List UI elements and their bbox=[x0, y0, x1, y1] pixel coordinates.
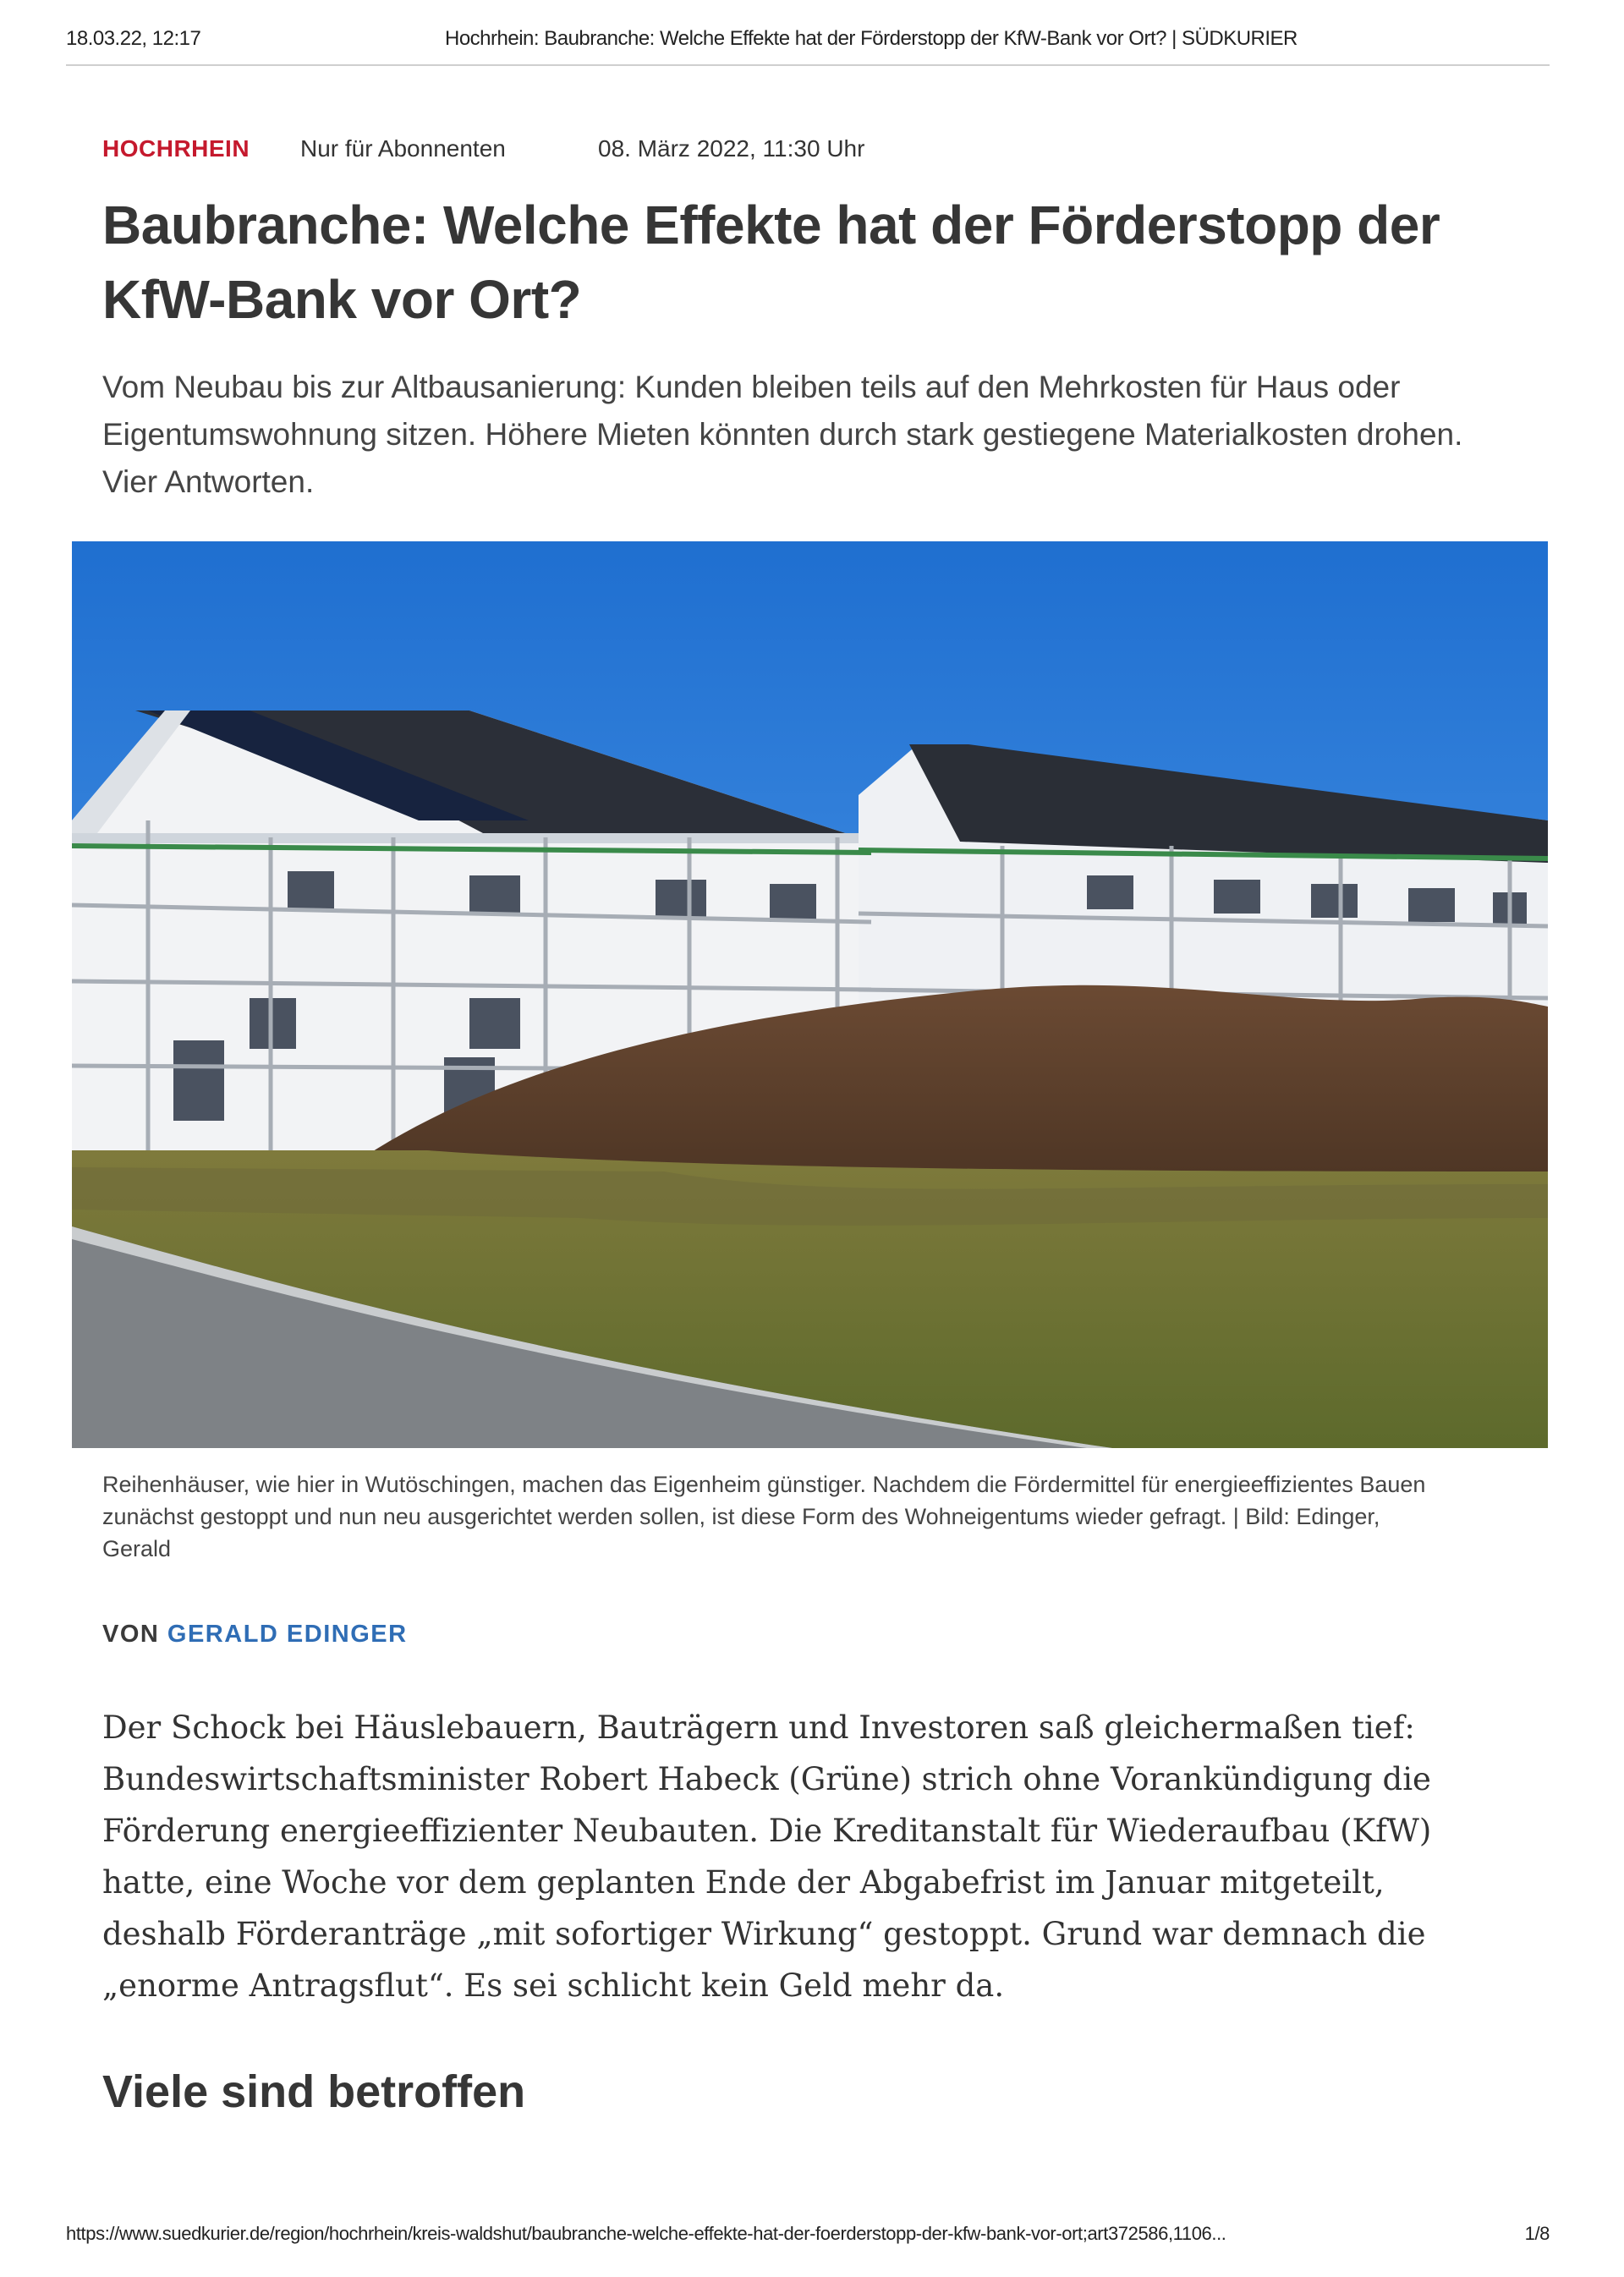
print-footer bbox=[66, 2223, 1550, 2253]
byline bbox=[102, 1621, 408, 1649]
print-page-title: Hochrhein: Baubranche: Welche Effekte hat der Förderstopp der KfW-Bank vor Ort? | SÜDKURIER bbox=[445, 27, 1298, 50]
header-divider bbox=[66, 64, 1550, 66]
author-link[interactable]: GERALD EDINGER bbox=[167, 1621, 408, 1648]
article-body: Der Schock bei Häuslebauern, Bauträgern und Investoren saß gleichermaßen tief: Bundeswirtschaftsminister Robert Habeck (Grüne) strich ohne Vorankündigung die Förderung energieeffizienter Neubauten. Die Kreditanstalt für Wiederaufbau (KfW) hatte, eine Woche vor dem geplanten Ende der Abgabefrist im Januar mitgeteilt, deshalb Förderanträge „mit sofortiger Wirkung“ gestoppt. Grund war demnach die „enorme Antragsflut“. Es sei schlicht kein Geld mehr da. bbox=[102, 1709, 1432, 2004]
print-datetime: 18.03.22, 12:17 bbox=[66, 27, 201, 50]
page-indicator: 1/8 bbox=[1524, 2223, 1550, 2244]
image-caption: Reihenhäuser, wie hier in Wutöschingen, machen das Eigenheim günstiger. Nachdem die Fördermittel für energieeffizientes Bauen zunächst gestoppt und nun neu ausgerichtet werden sollen, ist diese Form des Wohneigentums wieder gefragt. | Bild: Edinger, Gerald bbox=[102, 1472, 1426, 1561]
article-subheading: Viele sind betroffen bbox=[102, 2066, 526, 2117]
premium-label: Nur für Abonnenten bbox=[300, 135, 506, 162]
publish-date: 08. März 2022, 11:30 Uhr bbox=[598, 135, 865, 162]
byline-prefix: VON bbox=[102, 1621, 160, 1648]
section-link[interactable]: HOCHRHEIN bbox=[102, 135, 250, 162]
article-headline: Baubranche: Welche Effekte hat der Förderstopp der KfW-Bank vor Ort? bbox=[102, 195, 1440, 330]
print-url: https://www.suedkurier.de/region/hochrhein/kreis-waldshut/baubranche-welche-effekte-hat-der-foerderstopp-der-kfw-bank-vor-ort;art372586,1106... bbox=[66, 2223, 1226, 2244]
article-photo[interactable] bbox=[72, 541, 1548, 1448]
print-header bbox=[66, 24, 1550, 66]
article-lead: Vom Neubau bis zur Altbausanierung: Kunden bleiben teils auf den Mehrkosten für Haus oder Eigentumswohnung sitzen. Höhere Mieten könnten durch stark gestiegene Materialkosten drohen. Vier Antworten. bbox=[102, 370, 1463, 499]
